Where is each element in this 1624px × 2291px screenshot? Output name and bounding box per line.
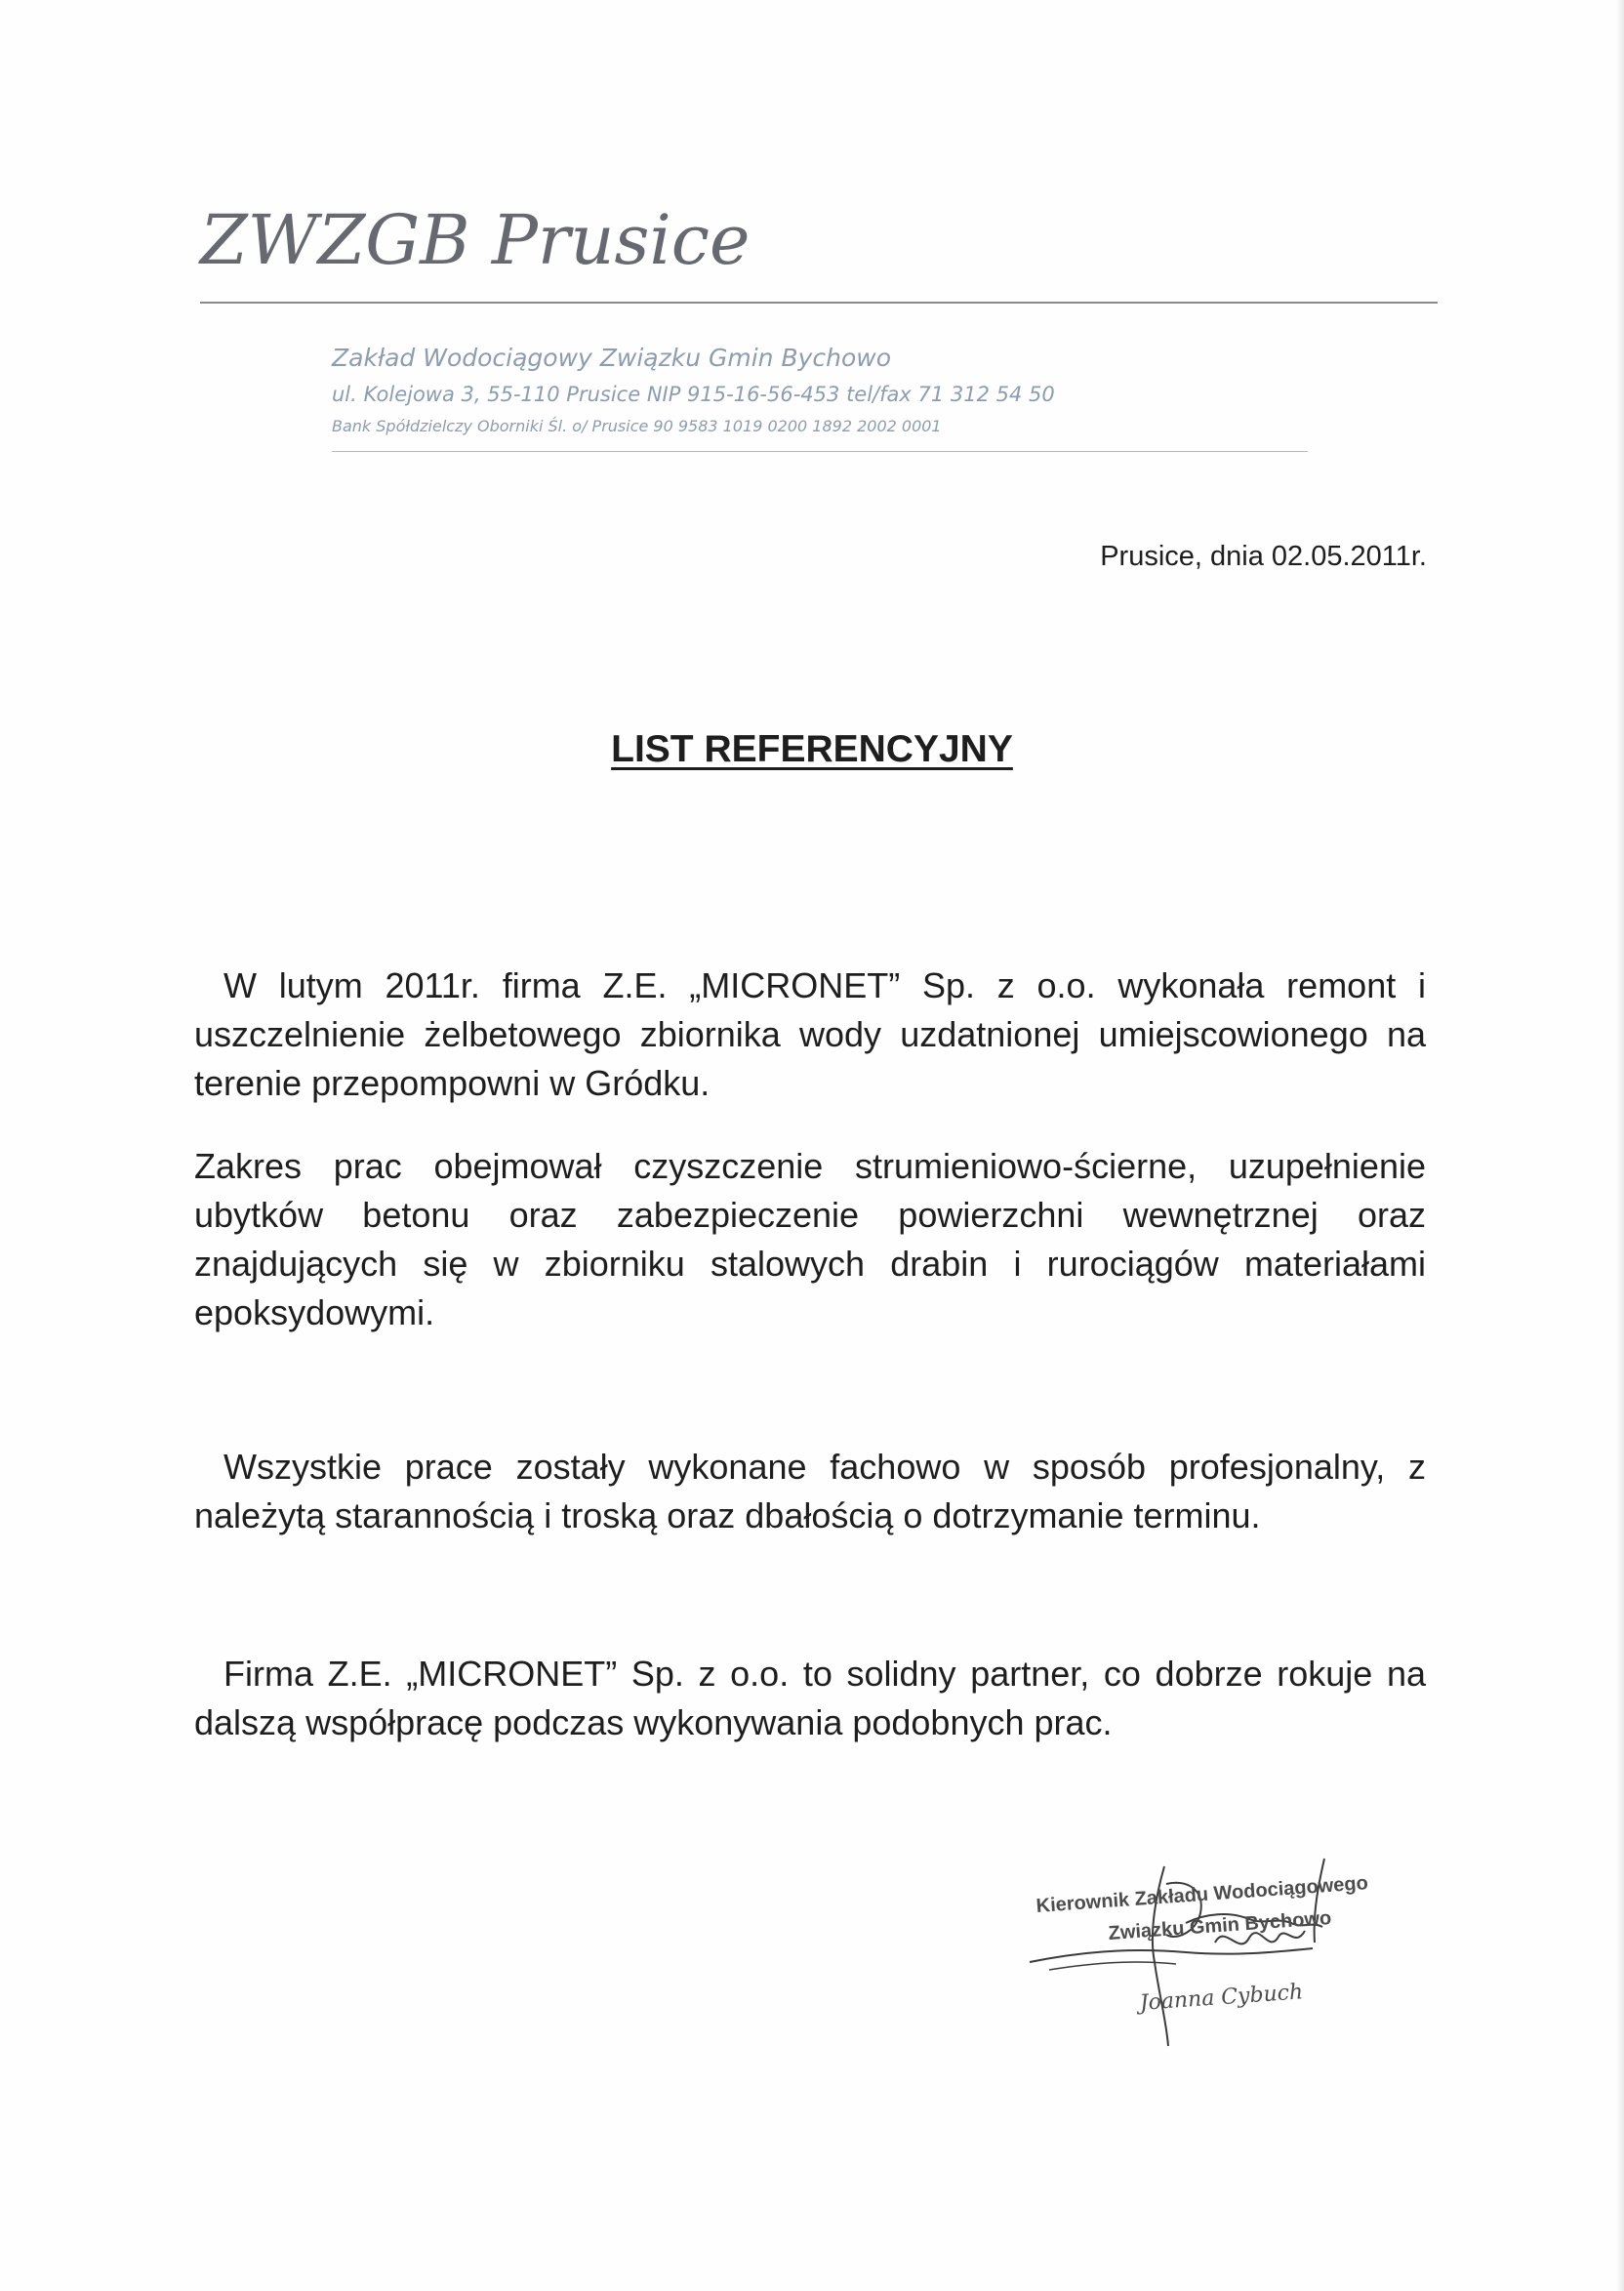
date-line: Prusice, dnia 02.05.2011r.	[1100, 541, 1427, 572]
official-stamp	[1020, 1855, 1410, 2050]
stamp-signer-name: Joanna Cybuch	[1139, 1980, 1304, 2016]
body-paragraph: W lutym 2011r. firma Z.E. „MICRONET” Sp. z o.o. wykonała remont i uszczelnienie żelbetowego zbiornika wody uzdatnionej umiejscowionego na terenie przepompowni w Gródku.	[194, 965, 1426, 1103]
letterhead-full-name: Zakład Wodociągowy Związku Gmin Bychowo	[332, 344, 892, 372]
letterhead-divider	[200, 302, 1438, 304]
letterhead-bottom-divider	[332, 451, 1308, 452]
letterhead-bank: Bank Spółdzielczy Oborniki Śl. o/ Prusice 90 9583 1019 0200 1892 2002 0001	[332, 417, 942, 435]
body-paragraph: Wszystkie prace zostały wykonane fachowo w sposób profesjonalny, z należytą starannością i troską oraz dbałością o dotrzymanie terminu.	[194, 1447, 1426, 1535]
letterhead-address: ul. Kolejowa 3, 55-110 Prusice NIP 915-16-56-453 tel/fax 71 312 54 50	[332, 383, 1055, 406]
page-edge-shadow	[1616, 0, 1624, 2291]
stamp-title-line: Kierownik Zakładu Wodociągowego	[1035, 1872, 1369, 1917]
body-paragraph: Zakres prac obejmował czyszczenie strumieniowo-ścierne, uzupełnienie ubytków betonu oraz zabezpieczenie powierzchni wewnętrznej oraz znajdujących się w zbiorniku stalowych drabin i rurociągów materiałami epoksydowymi.	[194, 1146, 1426, 1332]
letter-title: LIST REFERENCYJNY	[611, 728, 1013, 770]
stamp-org-line: Związku Gmin Bychowo	[1108, 1907, 1332, 1944]
letterhead-org-name: ZWZGB Prusice	[200, 200, 751, 280]
body-paragraph: Firma Z.E. „MICRONET” Sp. z o.o. to solidny partner, co dobrze rokuje na dalszą współpracę podczas wykonywania podobnych prac.	[194, 1654, 1426, 1742]
